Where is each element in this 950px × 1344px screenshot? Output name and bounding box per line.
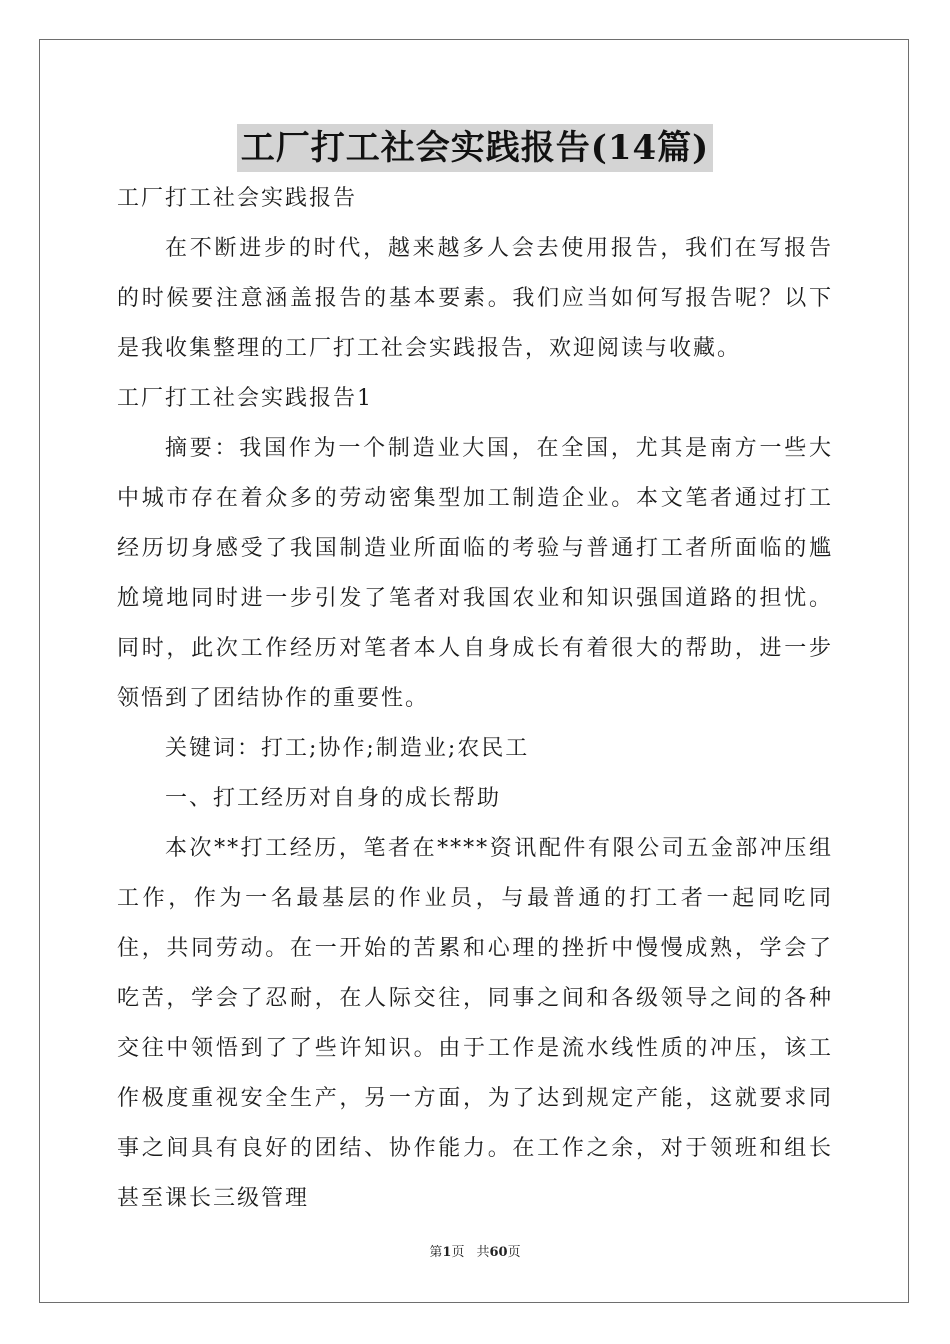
document-body <box>117 174 833 1224</box>
abstract-paragraph: 摘要：我国作为一个制造业大国，在全国，尤其是南方一些大中城市存在着众多的劳动密集型加工制造企业。本文笔者通过打工经历切身感受了我国制造业所面临的考验与普通打工者所面临的尴尬境地同时进一步引发了笔者对我国农业和知识强国道路的担忧。同时，此次工作经历对笔者本人自身成长有着很大的帮助，进一步领悟到了团结协作的重要性。 <box>117 436 833 711</box>
page-suffix: 页 <box>451 1245 465 1260</box>
intro-paragraph: 在不断进步的时代，越来越多人会去使用报告，我们在写报告的时候要注意涵盖报告的基本要素。我们应当如何写报告呢？以下是我收集整理的工厂打工社会实践报告，欢迎阅读与收藏。 <box>117 236 833 361</box>
page-footer <box>0 1244 950 1262</box>
total-suffix: 页 <box>507 1245 521 1260</box>
page-prefix: 第 <box>429 1245 443 1260</box>
document-title: 工厂打工社会实践报告(14篇) <box>237 124 714 172</box>
keywords-paragraph: 关键词：打工;协作;制造业;农民工 <box>165 736 530 761</box>
report-heading: 工厂打工社会实践报告1 <box>117 386 373 411</box>
subsection-heading: 一、打工经历对自身的成长帮助 <box>165 786 502 811</box>
section-heading: 工厂打工社会实践报告 <box>117 186 358 211</box>
title-container <box>0 124 950 172</box>
body-paragraph: 本次**打工经历，笔者在****资讯配件有限公司五金部冲压组工作，作为一名最基层的作业员，与最普通的打工者一起同吃同住，共同劳动。在一开始的苦累和心理的挫折中慢慢成熟，学会了吃苦，学会了忍耐，在人际交往，同事之间和各级领导之间的各种交往中领悟到了了些许知识。由于工作是流水线性质的冲压，该工作极度重视安全生产，另一方面，为了达到规定产能，这就要求同事之间具有良好的团结、协作能力。在工作之余，对于领班和组长甚至课长三级管理 <box>117 836 833 1211</box>
total-prefix: 共 <box>476 1245 490 1260</box>
total-pages: 60 <box>489 1245 508 1260</box>
page-number: 1 <box>442 1245 452 1260</box>
